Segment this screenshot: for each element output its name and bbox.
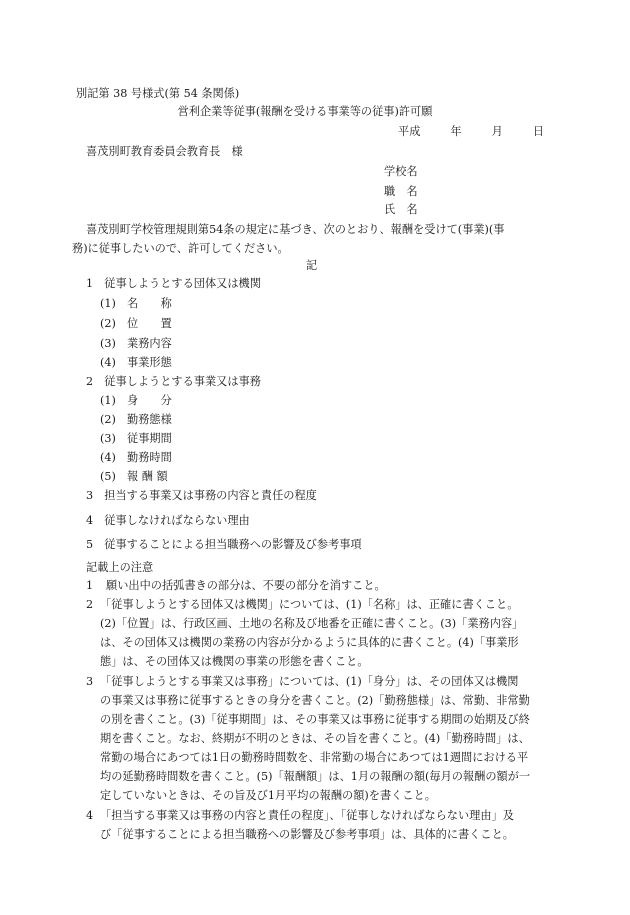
note-line: 「従事しようとする団体又は機関」については、(1)「名称」は、正確に書くこと。 [100,598,519,611]
document-title: 営利企業等従事(報酬を受ける事業等の従事)許可願 [177,105,433,118]
note-line: 「従事しようとする事業又は事務」については、(1)「身分」は、その団体又は機関 [100,675,519,688]
note-entry [86,672,556,805]
note-line: 均の延勤務時間数を書くこと。(5)「報酬額」は、1月の報酬の額(毎月の報酬の額が一 [100,770,531,783]
record-mark: 記 [306,259,318,272]
item-sub: (4) 事業形態 [100,356,172,369]
note-number: 3 [86,675,94,688]
request-body-line: 務)に従事したいので、許可してください。 [72,242,289,255]
note-number: 2 [86,598,94,611]
note-line: は、その団体又は機関の業務の内容が分かるように具体的に書くこと。(4)「事業形 [100,636,519,649]
note-line: 期を書くこと。なお、終期が不明のときは、その旨を書くこと。(4)「勤務時間」は、 [100,732,530,745]
note-number: 4 [86,809,94,822]
form-label: 別記第 38 号様式(第 54 条関係) [76,87,240,100]
note-line: び「従事することによる担当職務への影響及び参考事項」は、具体的に書くこと。 [100,828,514,841]
note-line: (2)「位置」は、行政区画、土地の名称及び地番を正確に書くこと。(3)「業務内容」 [100,617,524,630]
item-heading: 5 従事することによる担当職務への影響及び参考事項 [86,538,362,551]
item-sub: (1) 身 分 [100,394,172,407]
note-line: の事業又は事務に従事するときの身分を書くこと。(2)「勤務態様」は、常勤、非常勤 [100,694,530,707]
item-sub: (2) 位 置 [100,317,172,330]
request-body [72,220,566,258]
note-entry [86,806,556,844]
note-line: 常勤の場合にあつては1日の勤務時間数を、非常勤の場合にあつては1週間における平 [100,751,529,764]
item-sub: (3) 従事期間 [100,432,172,445]
notes-heading: 記載上の注意 [86,561,154,574]
item-sub: (1) 名 称 [100,297,172,310]
note-line: 「担当する事業又は事務の内容と責任の程度」、「従事しなければならない理由」及 [100,809,514,822]
item-sub: (4) 勤務時間 [100,451,172,464]
note-line: 定していないときは、その旨及び1月平均の報酬の額)を書くこと。 [100,789,436,802]
item-heading: 4 従事しなければならない理由 [86,514,250,527]
sender-title-label: 職 名 [384,185,418,198]
item-sub: (3) 業務内容 [100,337,172,350]
note-entry [86,595,556,671]
date-day: 日 [532,125,544,138]
sender-name-label: 氏 名 [384,203,418,216]
note-line: 願い出中の括弧書きの部分は、不要の部分を消すこと。 [106,579,386,592]
item-sub: (5) 報 酬 額 [100,470,168,483]
note-entry [86,576,556,595]
note-number: 1 [86,579,94,592]
date-row [398,122,544,141]
sender-school-label: 学校名 [384,165,418,178]
date-month: 月 [491,125,503,138]
item-heading: 1 従事しようとする団体又は機関 [86,277,261,290]
date-year: 年 [450,125,462,138]
date-era: 平成 [398,125,421,138]
item-heading: 3 担当する事業又は事務の内容と責任の程度 [86,489,317,502]
item-sub: (2) 勤務態様 [100,413,172,426]
note-line: 態」は、その団体又は機関の事業の形態を書くこと。 [100,655,369,668]
item-heading: 2 従事しようとする事業又は事務 [86,375,261,388]
request-body-line: 喜茂別町学校管理規則第54条の規定に基づき、次のとおり、報酬を受けて(事業)(事 [86,223,505,236]
note-line: の別を書くこと。(3)「従事期間」は、その事業又は事務に従事する期間の始期及び終 [100,713,530,726]
addressee: 喜茂別町教育委員会教育長 様 [86,145,243,158]
